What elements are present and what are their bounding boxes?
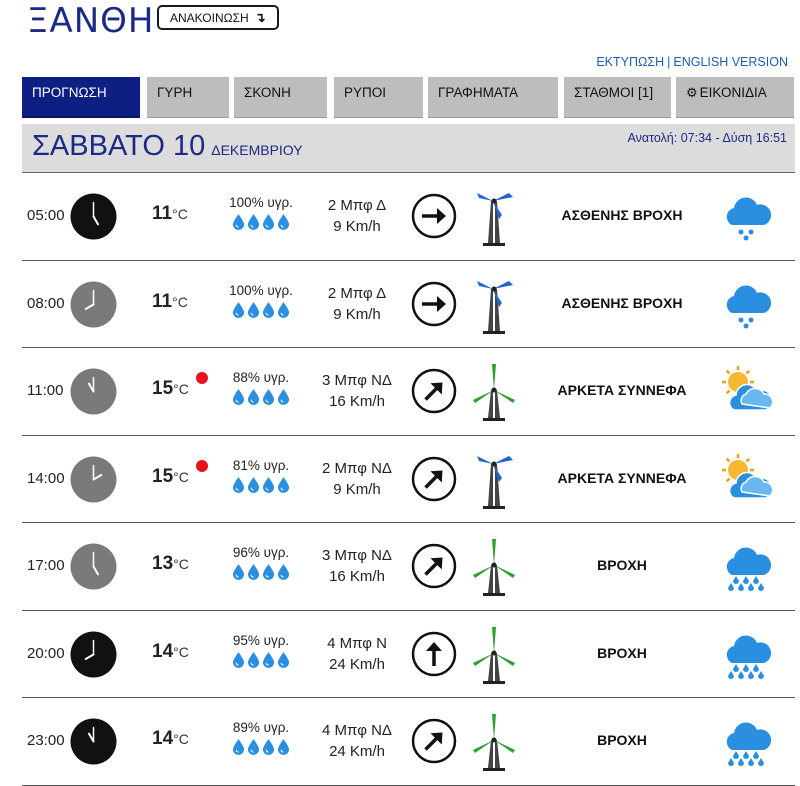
wind <box>307 545 407 587</box>
rain-icon <box>720 539 774 593</box>
arrow-down-icon: ↴ <box>254 9 266 25</box>
wind-speed: 24 Km/h <box>329 743 385 760</box>
partly-cloudy-icon <box>720 364 774 418</box>
temperature-value: 15 <box>152 378 174 399</box>
wind-turbine-icon <box>469 448 519 510</box>
humidity-drop-icon <box>277 738 290 760</box>
wind-force: 3 Μπφ ΝΔ <box>322 547 392 564</box>
humidity-drops <box>222 738 300 760</box>
wind-force: 2 Μπφ Δ <box>327 284 387 302</box>
temperature <box>152 466 189 488</box>
forecast-row <box>22 698 795 786</box>
night-clock-icon <box>70 193 117 240</box>
temperature-unit: °C <box>173 731 189 747</box>
temperature <box>152 291 188 313</box>
humidity-text: 96% υγρ. <box>232 545 290 560</box>
tab-forecast[interactable] <box>22 77 140 118</box>
tab-label: ΕΙΚΟΝΙΔΙΑ <box>699 85 767 100</box>
humidity <box>222 720 300 760</box>
forecast-time: 14:00 <box>27 469 65 487</box>
humidity-drop-icon <box>262 476 275 498</box>
humidity-drop-icon <box>262 388 275 410</box>
temperature <box>152 641 189 663</box>
temperature-value: 14 <box>152 640 174 662</box>
humidity-drop-icon <box>262 563 275 585</box>
weather-condition: ΒΡΟΧΗ <box>597 644 647 661</box>
day-clock-icon <box>70 543 117 590</box>
wind-turbine-icon <box>469 185 519 247</box>
forecast-row <box>22 611 795 699</box>
wind <box>307 283 407 325</box>
link-separator: | <box>667 55 671 69</box>
temperature-value: 11 <box>152 290 173 312</box>
weather-condition: ΑΡΚΕΤΑ ΣΥΝΝΕΦΑ <box>557 382 687 398</box>
humidity-drop-icon <box>247 213 260 235</box>
humidity-drop-icon <box>247 388 260 410</box>
humidity-drop-icon <box>277 213 290 235</box>
arrow-up-icon <box>411 631 457 677</box>
humidity-drops <box>222 388 300 410</box>
english-version-link[interactable]: ENGLISH VERSION <box>673 55 788 69</box>
wind-turbine-icon <box>469 623 519 685</box>
rain-icon <box>720 627 774 681</box>
humidity-text: 100% υγρ. <box>229 282 293 298</box>
humidity-drop-icon <box>262 301 275 323</box>
top-links <box>596 55 788 69</box>
humidity-drop-icon <box>247 563 260 585</box>
wind <box>307 720 407 762</box>
day-clock-icon <box>70 281 117 328</box>
tab-stations[interactable] <box>564 77 671 118</box>
humidity-drop-icon <box>232 301 245 323</box>
tab-label: ΓΡΑΦΗΜΑΤΑ <box>438 85 519 100</box>
temperature-value: 14 <box>152 728 174 749</box>
wind-speed: 24 Km/h <box>329 655 385 673</box>
humidity-drop-icon <box>277 563 290 585</box>
humidity-text: 95% υγρ. <box>232 632 290 648</box>
arrow-right-icon <box>411 281 457 327</box>
humidity-text: 81% υγρ. <box>232 457 290 473</box>
humidity-drops <box>222 651 300 673</box>
wind-force: 4 Μπφ Ν <box>327 634 387 652</box>
wind-speed: 9 Km/h <box>333 480 381 498</box>
temperature-unit: °C <box>172 206 188 222</box>
partly-cloudy-icon <box>720 452 774 506</box>
tab-label: ΠΡΟΓΝΩΣΗ <box>32 85 107 100</box>
humidity-drop-icon <box>232 738 245 760</box>
wind-force: 4 Μπφ ΝΔ <box>322 722 392 739</box>
wind-speed: 9 Km/h <box>333 218 381 235</box>
forecast-time: 08:00 <box>27 294 65 312</box>
temperature-value: 13 <box>152 553 174 574</box>
gear-icon: ⚙ <box>686 85 698 100</box>
humidity-drop-icon <box>277 476 290 498</box>
light-rain-icon <box>720 189 774 243</box>
forecast-row <box>22 261 795 349</box>
arrow-northeast-icon <box>411 456 457 502</box>
forecast-time: 20:00 <box>27 644 65 662</box>
humidity-drops <box>222 563 300 585</box>
humidity-drop-icon <box>232 563 245 585</box>
wind <box>307 458 407 500</box>
humidity-drop-icon <box>232 213 245 235</box>
tab-label: ΣΚΟΝΗ <box>244 85 291 100</box>
forecast-time: 23:00 <box>27 732 65 749</box>
humidity <box>222 633 300 673</box>
temperature <box>152 378 189 400</box>
tab-label: ΡΥΠΟΙ <box>344 85 387 100</box>
humidity-drop-icon <box>232 476 245 498</box>
humidity-drop-icon <box>277 301 290 323</box>
wind-turbine-icon <box>469 273 519 335</box>
tab-pollutants[interactable] <box>334 77 423 118</box>
forecast-row <box>22 523 795 611</box>
tab-icons[interactable] <box>676 77 794 118</box>
humidity <box>222 458 300 498</box>
humidity-drops <box>222 301 300 323</box>
temperature <box>152 728 189 750</box>
wind-speed: 16 Km/h <box>329 393 385 410</box>
tab-pollen[interactable] <box>147 77 229 118</box>
announcement-label: ΑΝΑΚΟΙΝΩΣΗ <box>170 10 249 25</box>
humidity-drop-icon <box>247 738 260 760</box>
temperature <box>152 553 189 575</box>
alert-dot-icon <box>196 460 208 472</box>
weather-condition: ΑΣΘΕΝΗΣ ΒΡΟΧΗ <box>561 294 683 311</box>
wind-speed: 16 Km/h <box>329 568 385 585</box>
day-header <box>22 124 795 172</box>
humidity-drop-icon <box>247 651 260 673</box>
humidity-drops <box>222 476 300 498</box>
forecast-row <box>22 348 795 436</box>
humidity-drop-icon <box>247 476 260 498</box>
wind-speed: 9 Km/h <box>333 305 381 323</box>
arrow-northeast-icon <box>411 543 457 589</box>
wind-force: 3 Μπφ ΝΔ <box>322 372 392 389</box>
humidity-drops <box>222 213 300 235</box>
weather-condition: ΒΡΟΧΗ <box>597 557 647 573</box>
humidity-drop-icon <box>277 651 290 673</box>
arrow-northeast-icon <box>411 718 457 764</box>
temperature-unit: °C <box>173 556 189 572</box>
rain-icon <box>720 714 774 768</box>
temperature-unit: °C <box>172 293 188 310</box>
forecast-time: 11:00 <box>27 382 64 399</box>
humidity-drop-icon <box>232 388 245 410</box>
humidity-drop-icon <box>232 651 245 673</box>
tab-charts[interactable] <box>428 77 558 118</box>
wind <box>307 633 407 675</box>
temperature-value: 15 <box>152 465 174 487</box>
humidity <box>222 283 300 323</box>
arrow-northeast-icon <box>411 368 457 414</box>
wind-turbine-icon <box>469 535 519 597</box>
forecast-time: 05:00 <box>27 207 65 224</box>
humidity <box>222 195 300 235</box>
tab-bar <box>22 77 794 118</box>
tab-label: ΣΤΑΘΜΟΙ [1] <box>574 85 654 100</box>
alert-dot-icon <box>196 372 208 384</box>
day-month: ΔΕΚΕΜΒΡΙΟΥ <box>211 142 303 158</box>
forecast-row <box>22 172 795 261</box>
humidity-drop-icon <box>277 388 290 410</box>
temperature-unit: °C <box>173 468 189 485</box>
day-title <box>32 130 303 163</box>
arrow-right-icon <box>411 193 457 239</box>
sunrise-sunset: Ανατολή: 07:34 - Δύση 16:51 <box>627 131 787 145</box>
humidity-text: 89% υγρ. <box>232 720 290 735</box>
wind-turbine-icon <box>469 360 519 422</box>
night-clock-icon <box>70 718 117 765</box>
wind <box>307 370 407 412</box>
weather-condition: ΑΡΚΕΤΑ ΣΥΝΝΕΦΑ <box>557 469 687 486</box>
print-link[interactable]: ΕΚΤΥΠΩΣΗ <box>596 55 665 69</box>
temperature-unit: °C <box>173 643 189 660</box>
light-rain-icon <box>720 277 774 331</box>
forecast-time: 17:00 <box>27 557 65 574</box>
city-title: ΞΑΝΘΗ <box>27 1 155 41</box>
temperature-unit: °C <box>173 381 189 397</box>
night-clock-icon <box>70 631 117 678</box>
humidity-drop-icon <box>262 738 275 760</box>
tab-dust[interactable] <box>234 77 327 118</box>
weather-condition: ΑΣΘΕΝΗΣ ΒΡΟΧΗ <box>561 207 683 223</box>
humidity-drop-icon <box>262 213 275 235</box>
wind-force: 2 Μπφ Δ <box>327 197 387 214</box>
tab-label: ΓΥΡΗ <box>157 85 193 100</box>
forecast-table <box>22 172 795 786</box>
temperature-value: 11 <box>152 203 173 224</box>
announcement-button[interactable] <box>157 5 279 30</box>
wind-force: 2 Μπφ ΝΔ <box>322 459 392 477</box>
weather-condition: ΒΡΟΧΗ <box>597 732 647 748</box>
temperature <box>152 203 188 225</box>
day-clock-icon <box>70 456 117 503</box>
humidity-text: 100% υγρ. <box>229 195 293 210</box>
day-name: ΣΑΒΒΑΤΟ 10 <box>32 130 206 162</box>
wind-turbine-icon <box>469 710 519 772</box>
humidity-drop-icon <box>262 651 275 673</box>
humidity-text: 88% υγρ. <box>232 370 290 385</box>
humidity-drop-icon <box>247 301 260 323</box>
day-clock-icon <box>70 368 117 415</box>
humidity <box>222 545 300 585</box>
forecast-row <box>22 436 795 524</box>
wind <box>307 195 407 237</box>
humidity <box>222 370 300 410</box>
